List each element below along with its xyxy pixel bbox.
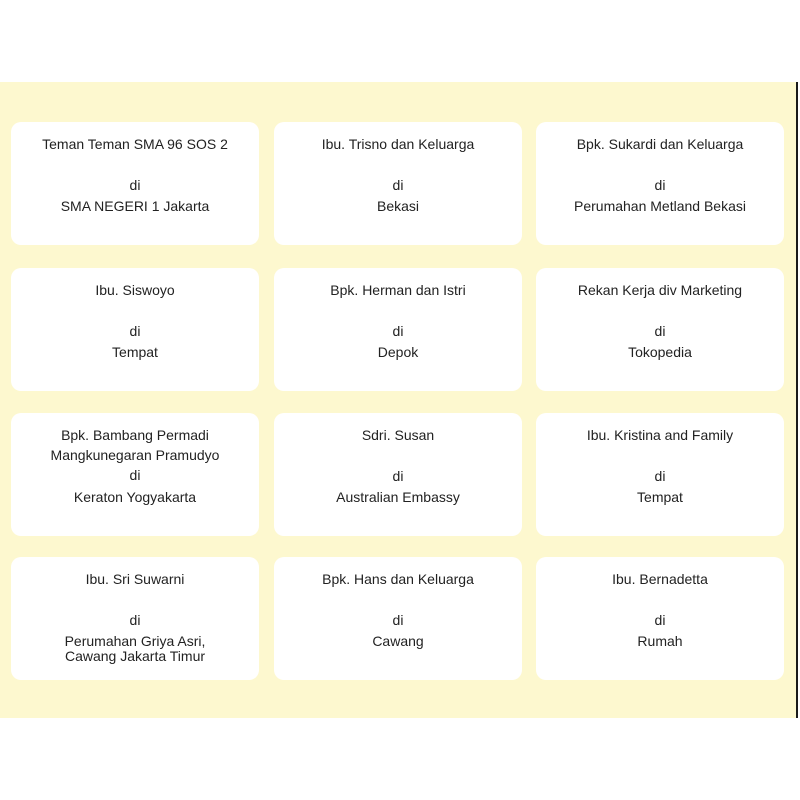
recipient-name: Ibu. Sri Suwarni <box>85 571 185 587</box>
preposition: di <box>392 177 404 193</box>
recipient-place-line: Cawang Jakarta Timur <box>64 648 206 664</box>
label-card <box>536 122 784 245</box>
label-card <box>274 268 522 391</box>
preposition: di <box>654 177 666 193</box>
recipient-name <box>11 425 259 465</box>
recipient-place: Australian Embassy <box>336 489 460 505</box>
preposition: di <box>392 323 404 339</box>
label-card <box>11 557 259 680</box>
recipient-name: Teman Teman SMA 96 SOS 2 <box>42 136 228 152</box>
recipient-place: Perumahan Metland Bekasi <box>574 198 746 214</box>
preposition: di <box>654 468 666 484</box>
label-card <box>11 268 259 391</box>
label-card <box>536 413 784 536</box>
label-card <box>274 122 522 245</box>
label-card <box>274 557 522 680</box>
recipient-place: Tokopedia <box>628 344 692 360</box>
recipient-name-line: Mangkunegaran Pramudyo <box>50 447 220 463</box>
label-card <box>536 268 784 391</box>
recipient-name: Bpk. Sukardi dan Keluarga <box>576 136 744 152</box>
preposition: di <box>129 612 141 628</box>
recipient-name: Ibu. Kristina and Family <box>586 427 734 443</box>
recipient-place: Tempat <box>112 344 158 360</box>
recipient-place: Tempat <box>637 489 683 505</box>
label-card <box>536 557 784 680</box>
preposition: di <box>129 323 141 339</box>
recipient-place: Bekasi <box>376 198 420 214</box>
recipient-name: Ibu. Siswoyo <box>95 282 175 298</box>
label-card <box>274 413 522 536</box>
preposition: di <box>654 612 666 628</box>
recipient-place: SMA NEGERI 1 Jakarta <box>60 198 210 214</box>
recipient-place: Cawang <box>372 633 424 649</box>
label-card <box>11 122 259 245</box>
recipient-place: Keraton Yogyakarta <box>73 489 197 505</box>
recipient-place: Depok <box>377 344 419 360</box>
preposition: di <box>392 612 404 628</box>
recipient-name: Rekan Kerja div Marketing <box>577 282 743 298</box>
label-sheet <box>0 82 798 718</box>
preposition: di <box>392 468 404 484</box>
recipient-name: Ibu. Bernadetta <box>612 571 708 587</box>
preposition: di <box>129 467 141 483</box>
recipient-name: Ibu. Trisno dan Keluarga <box>321 136 475 152</box>
preposition: di <box>654 323 666 339</box>
recipient-place-line: Perumahan Griya Asri, <box>64 633 206 649</box>
recipient-name-line: Bpk. Bambang Permadi <box>61 427 209 443</box>
recipient-place: Rumah <box>637 633 683 649</box>
recipient-name: Bpk. Herman dan Istri <box>330 282 466 298</box>
recipient-name: Bpk. Hans dan Keluarga <box>322 571 474 587</box>
label-card <box>11 413 259 536</box>
preposition: di <box>129 177 141 193</box>
recipient-place <box>11 634 259 664</box>
recipient-name: Sdri. Susan <box>361 427 435 443</box>
